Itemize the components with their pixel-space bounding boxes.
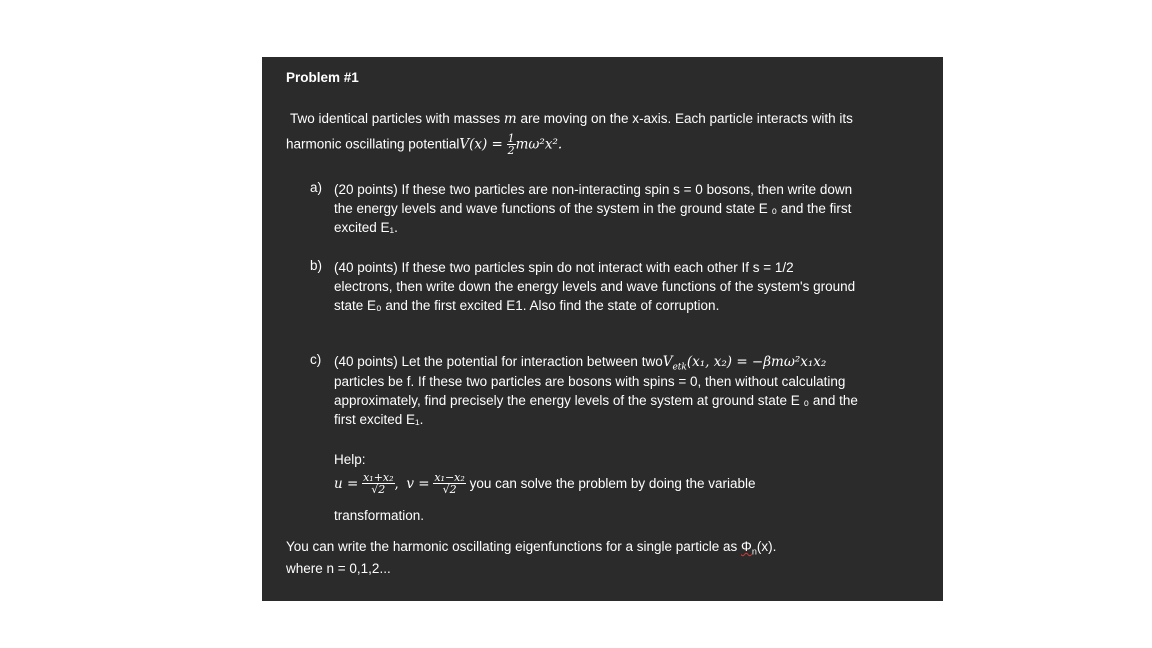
fraction-numerator: 1: [507, 132, 515, 145]
interaction-potential-subscript: etk: [672, 362, 687, 373]
intro-text-c: harmonic oscillating potential: [286, 136, 460, 152]
potential-rhs: mω²x².: [515, 136, 563, 153]
item-b-line-3: state E₀ and the first excited E1. Also find the state of corruption.: [334, 298, 720, 313]
u-fraction: [362, 472, 394, 496]
v-denominator: √2: [433, 483, 465, 496]
item-a-line-1: (20 points) If these two particles are non-interacting spin s = 0 bosons, then write down: [334, 182, 853, 197]
item-c-line-2: particles be f. If these two particles are bosons with spins = 0, then without calculating: [334, 374, 846, 389]
item-b-label: b): [310, 258, 323, 273]
v-lhs: v =: [406, 476, 430, 492]
item-c-line-4: first excited E₁.: [334, 412, 424, 427]
intro-line-1: [290, 109, 853, 129]
formula-comma: ,: [394, 476, 399, 492]
intro-text-b: are moving on the x-axis. Each particle interacts with its: [520, 111, 853, 126]
item-c-line-1-text: (40 points) Let the potential for interaction between two: [334, 354, 663, 369]
footer-text-b: (x).: [756, 539, 777, 554]
item-c-line-3: approximately, find precisely the energy levels of the system at ground state E ₀ and the: [334, 393, 858, 408]
item-c-text: [334, 352, 858, 429]
u-lhs: u =: [334, 476, 359, 492]
mass-symbol: m: [503, 111, 517, 127]
u-denominator: √2: [362, 483, 394, 496]
eigenfunction-symbol: [741, 539, 757, 557]
item-a-line-3: excited E₁.: [334, 220, 398, 235]
footer-line-2: where n = 0,1,2...: [286, 561, 391, 576]
interaction-potential-formula: (x₁, x₂) = −βmω²x₁x₂: [686, 354, 827, 370]
item-c-line-1: [334, 352, 858, 372]
help-line-2: transformation.: [334, 508, 425, 523]
interaction-potential-symbol: V: [662, 354, 673, 370]
item-a-text: [334, 180, 852, 237]
item-a-line-2: the energy levels and wave functions of the system in the ground state E ₀ and the first: [334, 201, 852, 216]
phi-subscript: n: [751, 546, 757, 557]
problem-title: Problem #1: [286, 70, 359, 85]
intro-text-a: Two identical particles with masses: [290, 111, 501, 126]
item-c-label: c): [310, 352, 322, 367]
item-b-text: [334, 258, 855, 315]
help-formulas: [334, 471, 756, 497]
one-half-fraction: [507, 133, 516, 157]
phi-symbol: Φ: [741, 539, 752, 554]
help-tail-text: you can solve the problem by doing the variable: [469, 476, 756, 491]
footer-text-a: You can write the harmonic oscillating eigenfunctions for a single particle as: [286, 539, 738, 554]
item-b-line-2: electrons, then write down the energy levels and wave functions of the system's ground: [334, 279, 856, 294]
fraction-denominator: 2: [507, 144, 515, 157]
potential-lhs: V(x) =: [459, 136, 503, 153]
footer-line-1: [286, 537, 776, 556]
intro-line-2: [286, 133, 562, 157]
problem-document: [262, 57, 943, 601]
help-label: Help:: [334, 452, 366, 467]
v-numerator: x₁−x₂: [434, 471, 465, 485]
u-numerator: x₁+x₂: [363, 471, 394, 485]
v-fraction: [433, 472, 465, 496]
item-b-line-1: (40 points) If these two particles spin do not interact with each other If s = 1/2: [334, 260, 794, 275]
item-a-label: a): [310, 180, 323, 195]
